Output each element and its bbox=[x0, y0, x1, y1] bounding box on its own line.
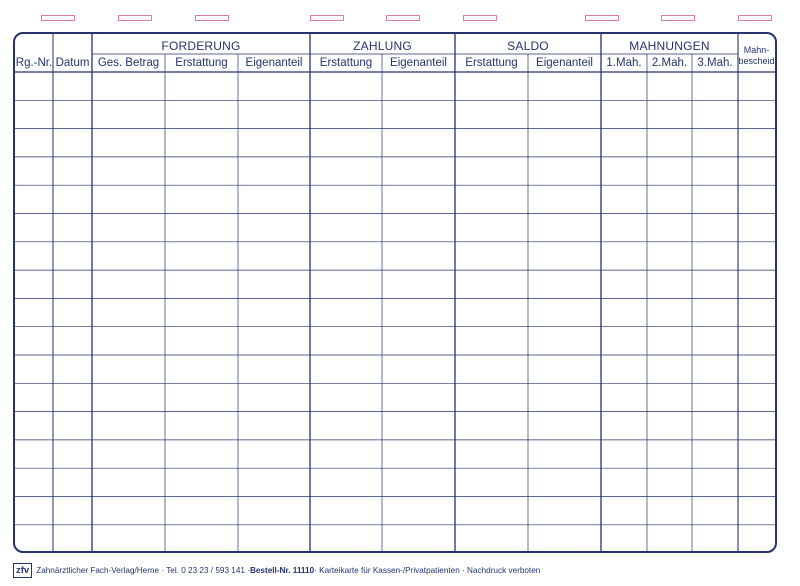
column-header-mahnbescheid bbox=[738, 45, 775, 67]
punch-tab bbox=[195, 15, 229, 21]
punch-tab bbox=[118, 15, 152, 21]
punch-tab bbox=[41, 15, 75, 21]
column-header-zahlung-eigenanteil: Eigenanteil bbox=[390, 57, 447, 69]
publisher-logo: zfv bbox=[13, 563, 32, 578]
footer-imprint bbox=[13, 562, 540, 578]
column-header-forderung-eigenanteil: Eigenanteil bbox=[245, 57, 303, 69]
footer-publisher-text: Zahnärztlicher Fach-Verlag/Herne · Tel. 0 23 23 / 593 141 · bbox=[36, 565, 250, 575]
ledger-grid bbox=[15, 34, 775, 551]
column-header-mahnung-3: 3.Mah. bbox=[697, 57, 733, 69]
column-header-saldo-eigenanteil: Eigenanteil bbox=[536, 57, 593, 69]
group-header-forderung: FORDERUNG bbox=[161, 39, 241, 53]
punch-tab bbox=[585, 15, 619, 21]
mahnbescheid-line-1: Mahn- bbox=[743, 45, 770, 55]
punch-tab bbox=[310, 15, 344, 21]
group-header-saldo: SALDO bbox=[507, 39, 549, 53]
column-header-mahnung-2: 2.Mah. bbox=[651, 57, 688, 69]
mahnbescheid-line-2: bescheid bbox=[738, 56, 775, 66]
punch-tab bbox=[386, 15, 420, 21]
column-header-zahlung-erstattung: Erstattung bbox=[319, 57, 373, 69]
footer-order-number: Bestell-Nr. 11110 bbox=[249, 565, 315, 575]
punch-tab bbox=[738, 15, 772, 21]
ledger-card bbox=[13, 32, 777, 553]
group-header-zahlung: ZAHLUNG bbox=[353, 39, 412, 53]
column-header-datum: Datum bbox=[55, 57, 90, 69]
column-header-mahnung-1: 1.Mah. bbox=[606, 57, 642, 69]
column-header-saldo-erstattung: Erstattung bbox=[465, 57, 518, 69]
punch-tab bbox=[463, 15, 497, 21]
punch-tab bbox=[661, 15, 695, 21]
column-header-forderung-erstattung: Erstattung bbox=[175, 57, 228, 69]
group-header-mahnungen: MAHNUNGEN bbox=[629, 39, 710, 53]
column-header-ges-betrag: Ges. Betrag bbox=[97, 57, 160, 69]
column-header-rg-nr: Rg.-Nr. bbox=[15, 57, 53, 69]
footer-notice-text: · Karteikarte für Kassen-/Privatpatienten · Nachdruck verboten bbox=[314, 565, 541, 575]
